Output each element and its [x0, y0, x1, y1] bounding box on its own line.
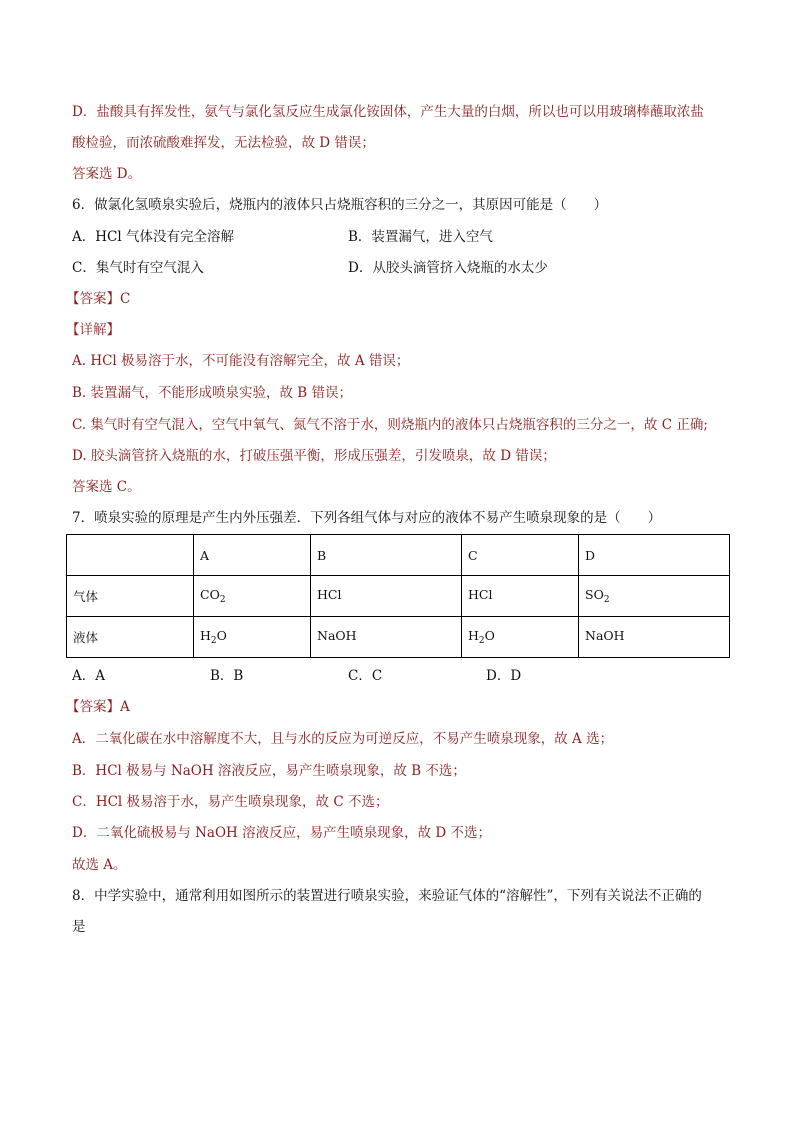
q7-final-answer: 故选 A。: [72, 857, 127, 873]
q8-stem-line1: 8．中学实验中，通常利用如图所示的装置进行喷泉实验，来验证气体的“溶解性”，下列有关说法不正确的: [72, 888, 702, 904]
q6-detail-label: 【详解】: [66, 322, 120, 338]
q6-detail-c: C. 集气时有空气混入，空气中氧气、氮气不溶于水，则烧瓶内的液体只占烧瓶容积的三分之一，故 C 正确;: [72, 417, 708, 433]
table-cell: [67, 535, 194, 576]
q6-option-a: A．HCl 气体没有完全溶解: [72, 229, 234, 245]
table-row: [67, 576, 730, 617]
table-cell: NaOH: [311, 617, 462, 658]
table-cell: B: [311, 535, 462, 576]
table-row: [67, 535, 730, 576]
q6-option-b: B．装置漏气，进入空气: [348, 229, 493, 245]
q7-detail-c: C．HCl 极易溶于水，易产生喷泉现象，故 C 不选；: [72, 794, 389, 810]
q6-detail-b: B. 装置漏气，不能形成喷泉实验，故 B 错误；: [72, 385, 353, 401]
table-cell: $CO_2$: [194, 576, 311, 617]
table-row: [67, 617, 730, 658]
q6-option-d: D．从胶头滴管挤入烧瓶的水太少: [348, 260, 548, 276]
table-cell: $H_2O$: [194, 617, 311, 658]
q6-answer-value: C: [120, 291, 131, 307]
q7-answer-value: A: [120, 699, 130, 715]
q5-answer: 答案选 D。: [72, 166, 142, 182]
q7-option-c: C．C: [348, 668, 383, 684]
q7-stem: 7．喷泉实验的原理是产生内外压强差．下列各组气体与对应的液体不易产生喷泉现象的是（ ）: [72, 510, 662, 526]
table-cell: A: [194, 535, 311, 576]
q6-answer: [66, 290, 130, 308]
table-cell: $H_2O$: [462, 617, 579, 658]
q7-table: [66, 534, 730, 658]
table-cell: $SO_2$: [579, 576, 730, 617]
q8-stem-line2: 是: [72, 919, 86, 935]
table-cell: HCl: [311, 576, 462, 617]
q5-option-d-explanation-line2: 酸检验，而浓硫酸难挥发，无法检验，故 D 错误；: [72, 135, 375, 151]
table-cell: 液体: [67, 617, 194, 658]
q7-option-a: A．A: [72, 668, 105, 684]
q5-option-d-explanation-line1: D．盐酸具有挥发性，氨气与氯化氢反应生成氯化铵固体，产生大量的白烟，所以也可以用玻璃棒蘸取浓盐: [72, 104, 704, 120]
table-cell: C: [462, 535, 579, 576]
q7-option-b: B．B: [210, 668, 244, 684]
q6-option-c: C．集气时有空气混入: [72, 260, 204, 276]
q6-answer-label: 【答案】: [66, 291, 120, 307]
q7-detail-d: D．二氧化硫极易与 NaOH 溶液反应，易产生喷泉现象，故 D 不选；: [72, 825, 492, 841]
q7-detail-b: B．HCl 极易与 NaOH 溶液反应，易产生喷泉现象，故 B 不选；: [72, 763, 466, 779]
table-cell: NaOH: [579, 617, 730, 658]
q6-final-answer: 答案选 C。: [72, 479, 141, 495]
q7-option-d: D．D: [486, 668, 522, 684]
table-cell: HCl: [462, 576, 579, 617]
q7-answer: [66, 698, 130, 716]
table-cell: 气体: [67, 576, 194, 617]
table-cell: D: [579, 535, 730, 576]
q6-detail-a: A. HCl 极易溶于水，不可能没有溶解完全，故 A 错误；: [72, 353, 410, 369]
q7-detail-a: A．二氧化碳在水中溶解度不大，且与水的反应为可逆反应，不易产生喷泉现象，故 A 选；: [72, 731, 614, 747]
q6-detail-d: D. 胶头滴管挤入烧瓶的水，打破压强平衡，形成压强差，引发喷泉，故 D 错误；: [72, 448, 556, 464]
q6-stem: 6．做氯化氢喷泉实验后，烧瓶内的液体只占烧瓶容积的三分之一，其原因可能是（ ）: [72, 197, 608, 213]
q7-answer-label: 【答案】: [66, 699, 120, 715]
